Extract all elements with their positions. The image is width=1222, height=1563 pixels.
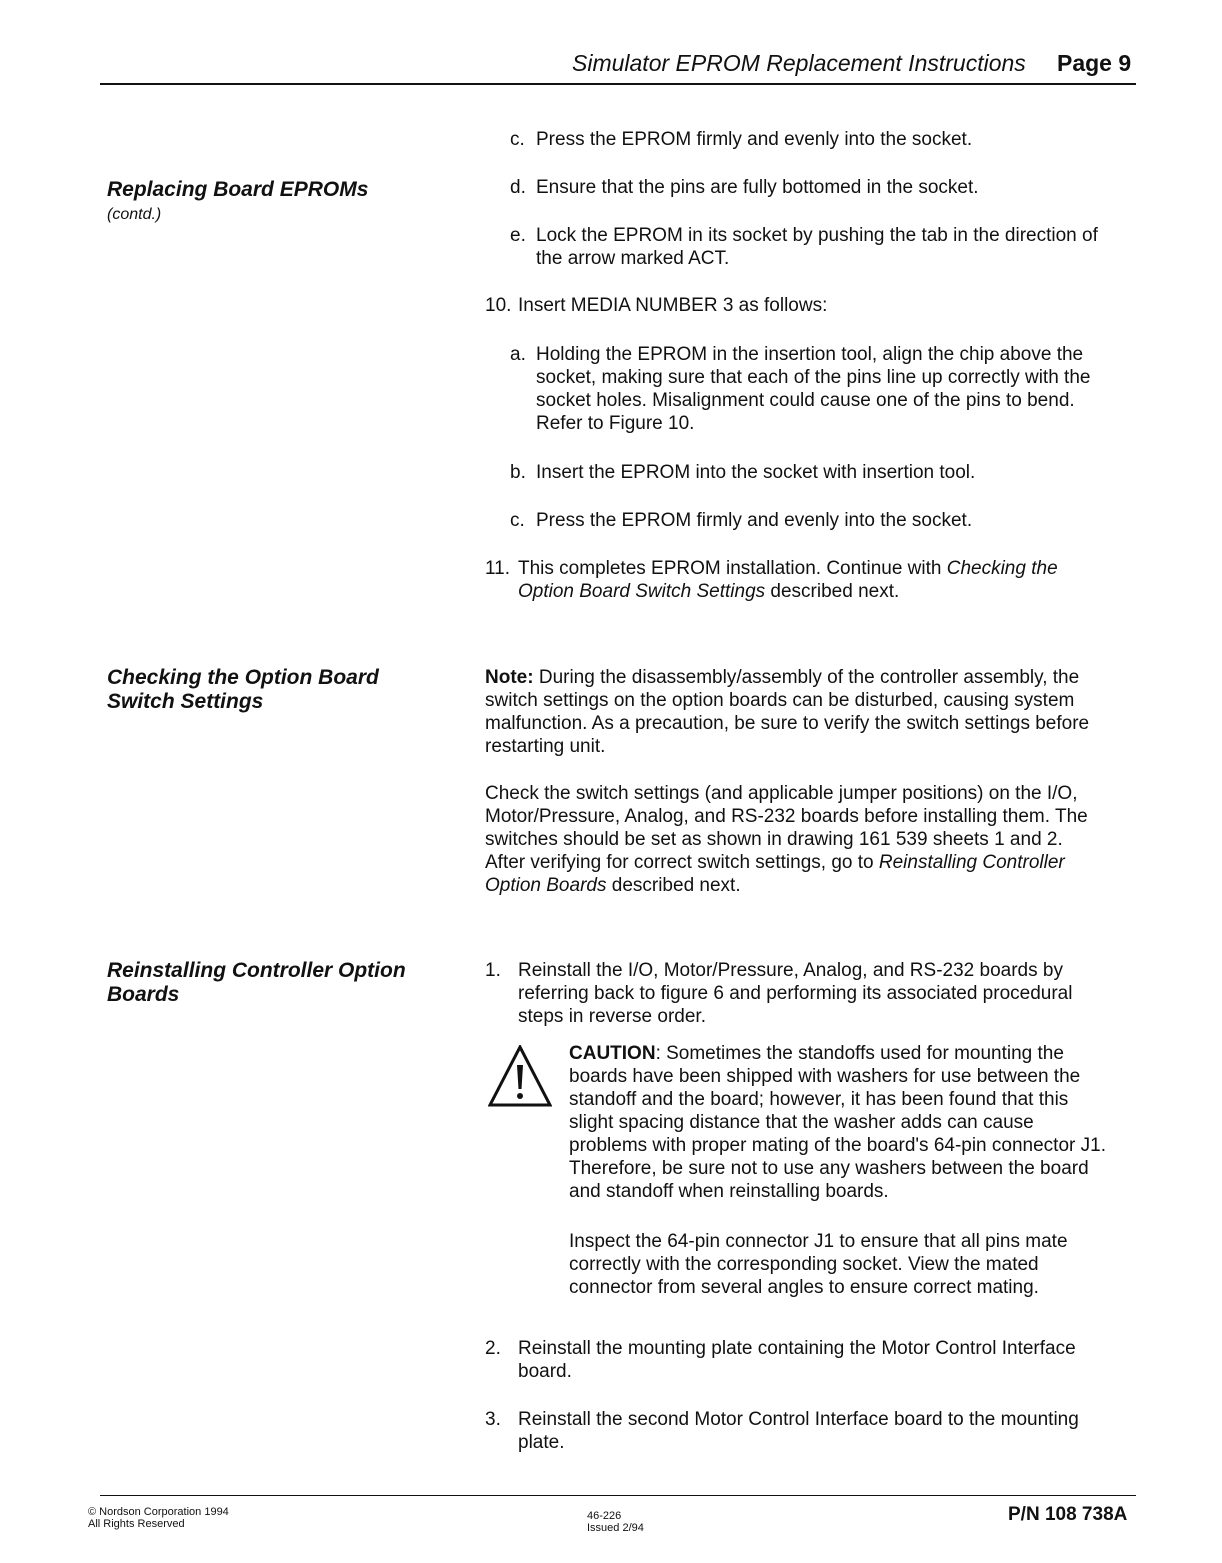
page-number: Page 9 (1057, 50, 1132, 76)
check-switch-paragraph: Check the switch settings (and applicable jumper positions) on the I/O, Motor/Pressure, Analog, and RS-232 boards before installing them. The switches should be set as shown in drawing 161 539 sheets 1 and 2. After verifying for correct switch settings, go to Reinstalling Controller Option Boards described next. (485, 783, 1088, 896)
footer-rule (100, 1495, 1136, 1496)
footer-doc-info: 46-226 Issued 2/94 (587, 1510, 644, 1534)
note-paragraph: Note: During the disassembly/assembly of the controller assembly, the switch settings on the option boards can be disturbed, causing system malfunction. As a precaution, be sure to verify the switch settings before restarting unit. (485, 667, 1090, 757)
section-heading-reinstalling: Reinstalling Controller Option Boards (107, 959, 406, 1006)
footer-copyright: © Nordson Corporation 1994 All Rights Reserved (88, 1506, 229, 1530)
header-title: Simulator EPROM Replacement Instructions (572, 50, 1026, 76)
section-heading-replacing: Replacing Board EPROMs (107, 178, 369, 201)
inspect-paragraph: Inspect the 64-pin connector J1 to ensure that all pins mate correctly with the corresponding socket. View the mated connector from several angles to ensure correct mating. (569, 1231, 1068, 1298)
section-subheading-contd: (contd.) (107, 206, 162, 223)
section-heading-checking: Checking the Option Board Switch Settings (107, 666, 379, 713)
caution-warning-icon (488, 1045, 552, 1112)
footer-part-number: P/N 108 738A (1008, 1504, 1128, 1525)
caution-paragraph: CAUTION: Sometimes the standoffs used for mounting the boards have been shipped with washers for use between the standoff and the board; however, it has been found that this slight spacing distance that the washer adds can cause problems with proper mating of the board's 64-pin connector J1. Therefore, be sure not to use any washers between the board and standoff when reinstalling boards. (569, 1043, 1106, 1202)
header-rule (100, 83, 1136, 85)
